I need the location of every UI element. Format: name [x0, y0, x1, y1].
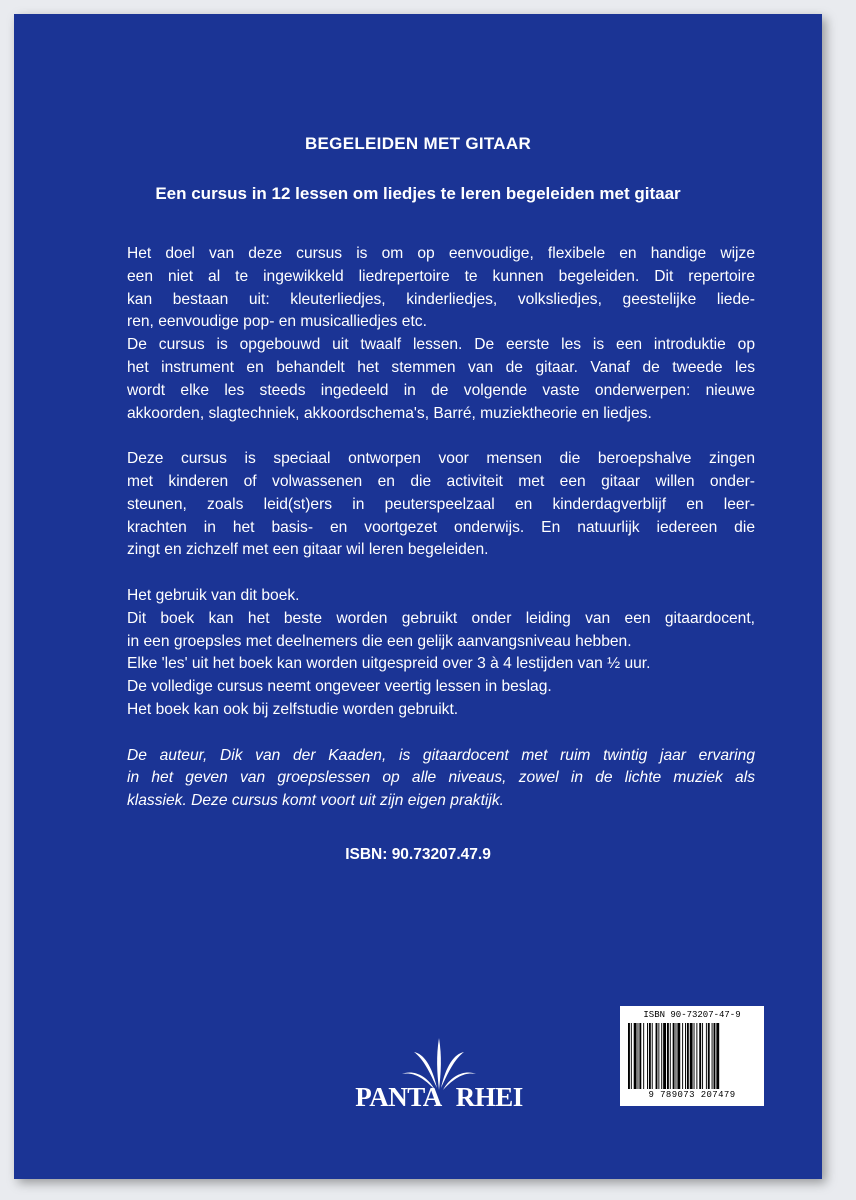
- barcode-bar: [652, 1023, 653, 1089]
- barcode-bar: [649, 1023, 651, 1089]
- barcode-bar: [647, 1023, 648, 1089]
- barcode-bar: [643, 1023, 644, 1089]
- blurb-text: [127, 243, 755, 836]
- text-line: het instrument en behandelt het stemmen van de gitaar. Vanaf de tweede les: [127, 358, 755, 376]
- paragraph-book-usage: [127, 585, 755, 722]
- barcode-bar: [673, 1023, 675, 1089]
- book-title: BEGELEIDEN MET GITAAR: [304, 134, 532, 153]
- paragraph-target-audience: [127, 448, 755, 562]
- barcode-bar: [656, 1023, 658, 1089]
- barcode-bar: [682, 1023, 683, 1089]
- publisher-name-left: PANTA: [355, 1082, 442, 1112]
- barcode-bar: [696, 1023, 697, 1089]
- barcode-bar: [639, 1023, 641, 1089]
- text-line: kan bestaan uit: kleuterliedjes, kinderliedjes, volksliedjes, geestelijke liede-: [127, 290, 755, 308]
- text-line: Het boek kan ook bij zelfstudie worden gebruikt.: [127, 700, 459, 718]
- barcode: [620, 1006, 764, 1106]
- book-back-cover: [14, 14, 822, 1179]
- barcode-bar: [687, 1023, 689, 1089]
- barcode-bar: [716, 1023, 719, 1089]
- barcode-bar: [663, 1023, 666, 1089]
- paragraph-course-description: [127, 243, 755, 425]
- barcode-bar: [699, 1023, 701, 1089]
- isbn-number: ISBN: 90.73207.47.9: [345, 846, 491, 863]
- barcode-bar: [658, 1023, 659, 1089]
- text-line: akkoorden, slagtechniek, akkoordschema's, Barré, muziektheorie en liedjes.: [127, 404, 652, 422]
- publisher-name: [344, 1084, 534, 1111]
- text-line: Dit boek kan het beste worden gebruikt onder leiding van een gitaardocent,: [127, 609, 755, 627]
- text-line: Elke 'les' uit het boek kan worden uitgespreid over 3 à 4 lestijden van ½ uur.: [127, 655, 651, 673]
- barcode-bar: [638, 1023, 639, 1089]
- text-line: De auteur, Dik van der Kaaden, is gitaardocent met ruim twintig jaar ervaring: [127, 746, 755, 764]
- text-line: Deze cursus is speciaal ontworpen voor mensen die beroepshalve zingen: [127, 450, 755, 468]
- text-line: De cursus is opgebouwd uit twaalf lessen. De eerste les is een introduktie op: [127, 336, 755, 354]
- text-line: een niet al te ingewikkeld liedrepertoire te kunnen begeleiden. Dit repertoire: [127, 267, 755, 285]
- text-line: ren, eenvoudige pop- en musicalliedjes etc.: [127, 313, 427, 331]
- barcode-bar: [708, 1023, 710, 1089]
- paragraph-author: [127, 745, 755, 813]
- barcode-bar: [712, 1023, 713, 1089]
- barcode-bar: [714, 1023, 716, 1089]
- text-line: in een groepsles met deelnemers die een gelijk aanvangsniveau hebben.: [127, 632, 632, 650]
- barcode-bar: [676, 1023, 677, 1089]
- text-line: klassiek. Deze cursus komt voort uit zijn eigen praktijk.: [127, 792, 504, 810]
- barcode-bar: [690, 1023, 693, 1089]
- barcode-bar: [702, 1023, 703, 1089]
- text-line: steunen, zoals leid(st)ers in peuterspeelzaal en kinderdagverblijf en leer-: [127, 495, 755, 513]
- barcode-bar: [670, 1023, 671, 1089]
- text-line: in het geven van groepslessen op alle niveaus, zowel in de lichte muziek als: [127, 769, 755, 787]
- text-line: Het gebruik van dit boek.: [127, 586, 300, 604]
- barcode-bar: [661, 1023, 662, 1089]
- barcode-digits: 9 789073 207479: [648, 1090, 736, 1100]
- text-line: Het doel van deze cursus is om op eenvoudige, flexibele en handige wijze: [127, 245, 755, 262]
- barcode-isbn-label: ISBN 90-73207-47-9: [643, 1010, 741, 1020]
- barcode-bar: [685, 1023, 686, 1089]
- barcode-bar: [667, 1023, 669, 1089]
- text-line: wordt elke les steeds ingedeeld in de volgende vaste onderwerpen: nieuwe: [127, 381, 755, 399]
- barcode-bar: [694, 1023, 695, 1089]
- book-subtitle: Een cursus in 12 lessen om liedjes te leren begeleiden met gitaar: [155, 184, 681, 203]
- barcode-bars: [626, 1023, 758, 1089]
- text-line: met kinderen of volwassenen en die activiteit met een gitaar willen onder-: [127, 472, 755, 490]
- barcode-bar: [706, 1023, 707, 1089]
- barcode-bar: [631, 1023, 632, 1089]
- barcode-bar: [628, 1023, 630, 1089]
- barcode-bar: [634, 1023, 637, 1089]
- text-line: zingt en zichzelf met een gitaar wil leren begeleiden.: [127, 541, 489, 559]
- text-line: De volledige cursus neemt ongeveer veertig lessen in beslag.: [127, 678, 552, 696]
- barcode-bar: [677, 1023, 680, 1089]
- text-line: krachten in het basis- en voortgezet onderwijs. En natuurlijk iedereen die: [127, 518, 755, 536]
- publisher-logo: [344, 1032, 534, 1142]
- publisher-name-right: RHEI: [455, 1082, 523, 1112]
